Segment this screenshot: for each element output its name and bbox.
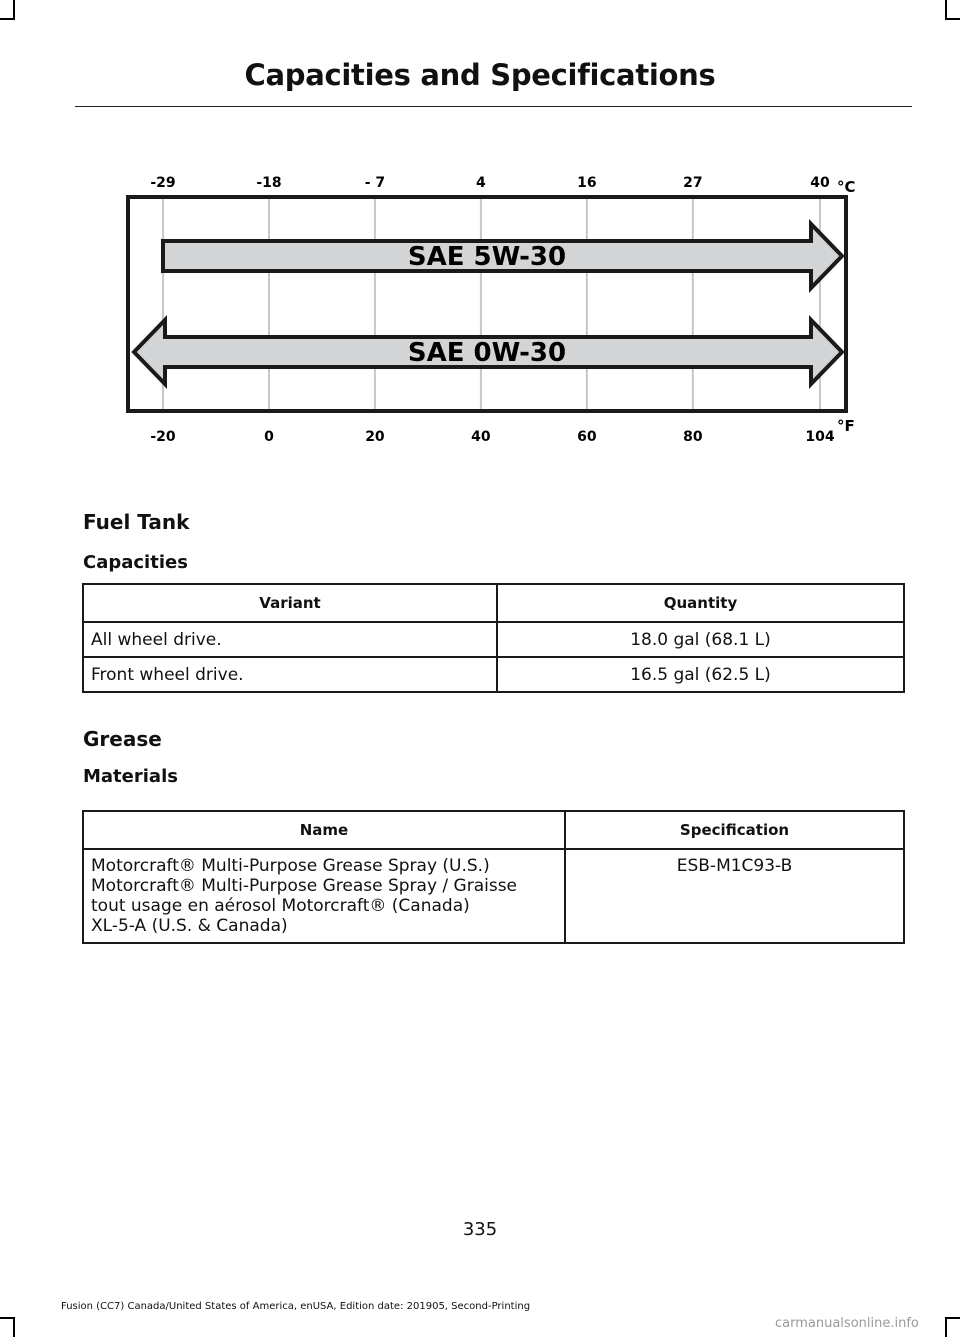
fahrenheit-tick-label: 104 bbox=[805, 429, 835, 445]
table-row bbox=[83, 849, 904, 943]
celsius-tick-label: - 7 bbox=[364, 175, 386, 191]
table-row bbox=[83, 657, 904, 692]
crop-mark bbox=[945, 1317, 960, 1319]
grade-label: SAE 0W-30 bbox=[407, 338, 567, 368]
oil-viscosity-chart bbox=[120, 160, 870, 450]
materials-subheading: Materials bbox=[83, 766, 178, 787]
grade-label: SAE 5W-30 bbox=[407, 242, 567, 272]
celsius-unit-label: °C bbox=[837, 178, 856, 196]
chart-frame bbox=[128, 197, 846, 411]
crop-mark bbox=[0, 18, 15, 20]
page-number: 335 bbox=[462, 1219, 498, 1240]
page-title: Capacities and Specifications bbox=[244, 58, 716, 92]
celsius-tick-label: 4 bbox=[476, 175, 486, 191]
grease-name-line: tout usage en aérosol Motorcraft® (Canada) bbox=[91, 896, 470, 916]
fahrenheit-tick-label: 80 bbox=[683, 429, 703, 445]
celsius-tick-label: -29 bbox=[150, 175, 176, 191]
fahrenheit-unit-label: °F bbox=[837, 417, 855, 435]
table-header-row bbox=[83, 811, 904, 849]
fahrenheit-tick-label: -20 bbox=[150, 429, 176, 445]
fahrenheit-tick-label: 40 bbox=[471, 429, 491, 445]
fahrenheit-tick-label: 0 bbox=[264, 429, 274, 445]
fuel-tank-heading: Fuel Tank bbox=[83, 510, 190, 534]
name-cell bbox=[83, 849, 565, 943]
celsius-tick-label: 16 bbox=[577, 175, 597, 191]
column-header-variant: Variant bbox=[83, 584, 497, 622]
column-header-specification: Specification bbox=[565, 811, 904, 849]
column-header-quantity: Quantity bbox=[497, 584, 904, 622]
variant-cell: Front wheel drive. bbox=[83, 657, 497, 692]
quantity-cell: 16.5 gal (62.5 L) bbox=[497, 657, 904, 692]
specification-cell: ESB-M1C93-B bbox=[565, 849, 904, 943]
grease-name-line: XL-5-A (U.S. & Canada) bbox=[91, 916, 288, 936]
celsius-tick-label: -18 bbox=[256, 175, 282, 191]
watermark: carmanualsonline.info bbox=[775, 1316, 919, 1331]
column-header-name: Name bbox=[83, 811, 565, 849]
materials-table bbox=[82, 810, 905, 944]
fahrenheit-tick-label: 60 bbox=[577, 429, 597, 445]
grease-heading: Grease bbox=[83, 727, 162, 751]
grease-name-line: Motorcraft® Multi-Purpose Grease Spray (U.S.) bbox=[91, 856, 490, 876]
celsius-tick-label: 40 bbox=[810, 175, 830, 191]
crop-mark bbox=[0, 1317, 15, 1319]
edition-footer: Fusion (CC7) Canada/United States of America, enUSA, Edition date: 201905, Second-Printing bbox=[61, 1301, 531, 1312]
table-header-row bbox=[83, 584, 904, 622]
grease-name-line: Motorcraft® Multi-Purpose Grease Spray / Graisse bbox=[91, 876, 518, 896]
celsius-tick-label: 27 bbox=[683, 175, 703, 191]
crop-mark bbox=[945, 0, 947, 20]
fahrenheit-tick-label: 20 bbox=[365, 429, 385, 445]
table-row bbox=[83, 622, 904, 657]
crop-mark bbox=[13, 0, 15, 20]
crop-mark bbox=[945, 1317, 947, 1337]
variant-cell: All wheel drive. bbox=[83, 622, 497, 657]
crop-mark bbox=[945, 18, 960, 20]
quantity-cell: 18.0 gal (68.1 L) bbox=[497, 622, 904, 657]
crop-mark bbox=[13, 1317, 15, 1337]
capacities-table bbox=[82, 583, 905, 693]
title-rule bbox=[75, 106, 912, 107]
capacities-subheading: Capacities bbox=[83, 552, 188, 573]
